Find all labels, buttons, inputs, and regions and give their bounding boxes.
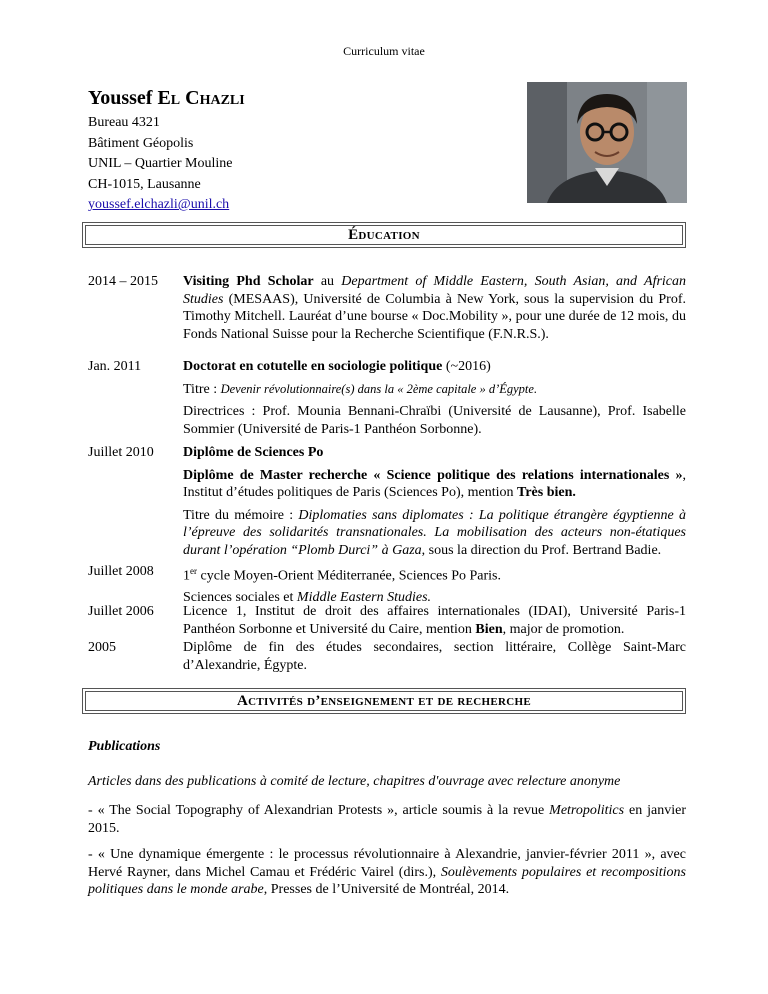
portrait-photo-icon [527,82,687,203]
entry-content: Diplôme de fin des études secondaires, section littéraire, Collège Saint-Marc d’Alexandrie, Égypte. [183,640,686,673]
publications-subheading: Articles dans des publications à comité de lecture, chapitres d'ouvrage avec relecture anonyme [88,774,621,789]
address-line: Bureau 4321 [88,115,160,130]
publication-item: - « The Social Topography of Alexandrian Protests », article soumis à la revue Metropolitics en janvier 2015. [88,803,686,836]
entry-date: Juillet 2010 [88,445,154,460]
last-name: El Chazli [157,87,245,109]
section-education-title: Éducation [82,222,686,248]
publications-heading: Publications [88,739,161,754]
entry-date: Juillet 2006 [88,604,154,619]
entry-content: Licence 1, Institut de droit des affaires internationales (IDAI), Université Paris-1 Panthéon Sorbonne et Université du Caire, mention Bien, major de promotion. [183,604,686,637]
entry-content: Visiting Phd Scholar au Department of Middle Eastern, South Asian, and African Studies (MESAAS), Université de Columbia à New York, sous la supervision du Prof. Timothy Mitchell. Lauréat d’une bourse « Doc.Mobility », pour une durée de 12 mois, du Fonds National Suisse pour la Recherche Scientifique (F.N.R.S.). [183,274,687,342]
address-line: Bâtiment Géopolis [88,135,194,151]
entry-date: 2014 – 2015 [88,274,158,289]
entry-date: Juillet 2008 [88,564,154,579]
document-header: Curriculum vitae [343,44,425,58]
email-link[interactable]: youssef.elchazli@unil.ch [88,197,230,212]
section-teaching-title: Activités d’enseignement et de recherche [82,688,686,714]
entry-content: 1er cycle Moyen-Orient Méditerranée, Sciences Po Paris. Sciences sociales et Middle Eastern Studies. [183,566,502,606]
person-name [88,87,245,110]
entry-content: Doctorat en cotutelle en sociologie politique (~2016) Titre : Devenir révolutionnaire(s) dans la « 2ème capitale » d’Égypte. Directrices : Prof. Mounia Bennani-Chraïbi (Université de Lausanne), Prof. Isabelle Sommier (Université de Paris-1 Panthéon Sorbonne). [183,359,686,437]
entry-content: Diplôme de Sciences Po Diplôme de Master recherche « Science politique des relations internationales », Institut d’études politiques de Paris (Sciences Po), mention Très bien. Titre du mémoire : Diplomaties sans diplomates : La politique étrangère égyptienne à l’épreuve des solidarités transnationales. La mobilisation des acteurs non-étatiques durant l’opération “Plomb Durci” à Gaza, sous la direction du Prof. Bertrand Badie. [183,445,686,558]
address-block [88,113,233,216]
publication-item: - « Une dynamique émergente : le processus révolutionnaire à Alexandrie, janvier-février 2011 », avec Hervé Rayner, dans Michel Camau et Frédéric Vairel (dirs.), Soulèvements populaires et recompositions politiques dans le monde arabe, Presses de l’Université de Montréal, 2014. [88,847,686,897]
address-line: UNIL – Quartier Mouline [88,156,233,171]
first-name: Youssef [88,87,153,109]
address-line: CH-1015, Lausanne [88,176,201,192]
portrait-photo [527,82,687,203]
entry-date: 2005 [88,640,116,655]
entry-date: Jan. 2011 [88,359,142,374]
